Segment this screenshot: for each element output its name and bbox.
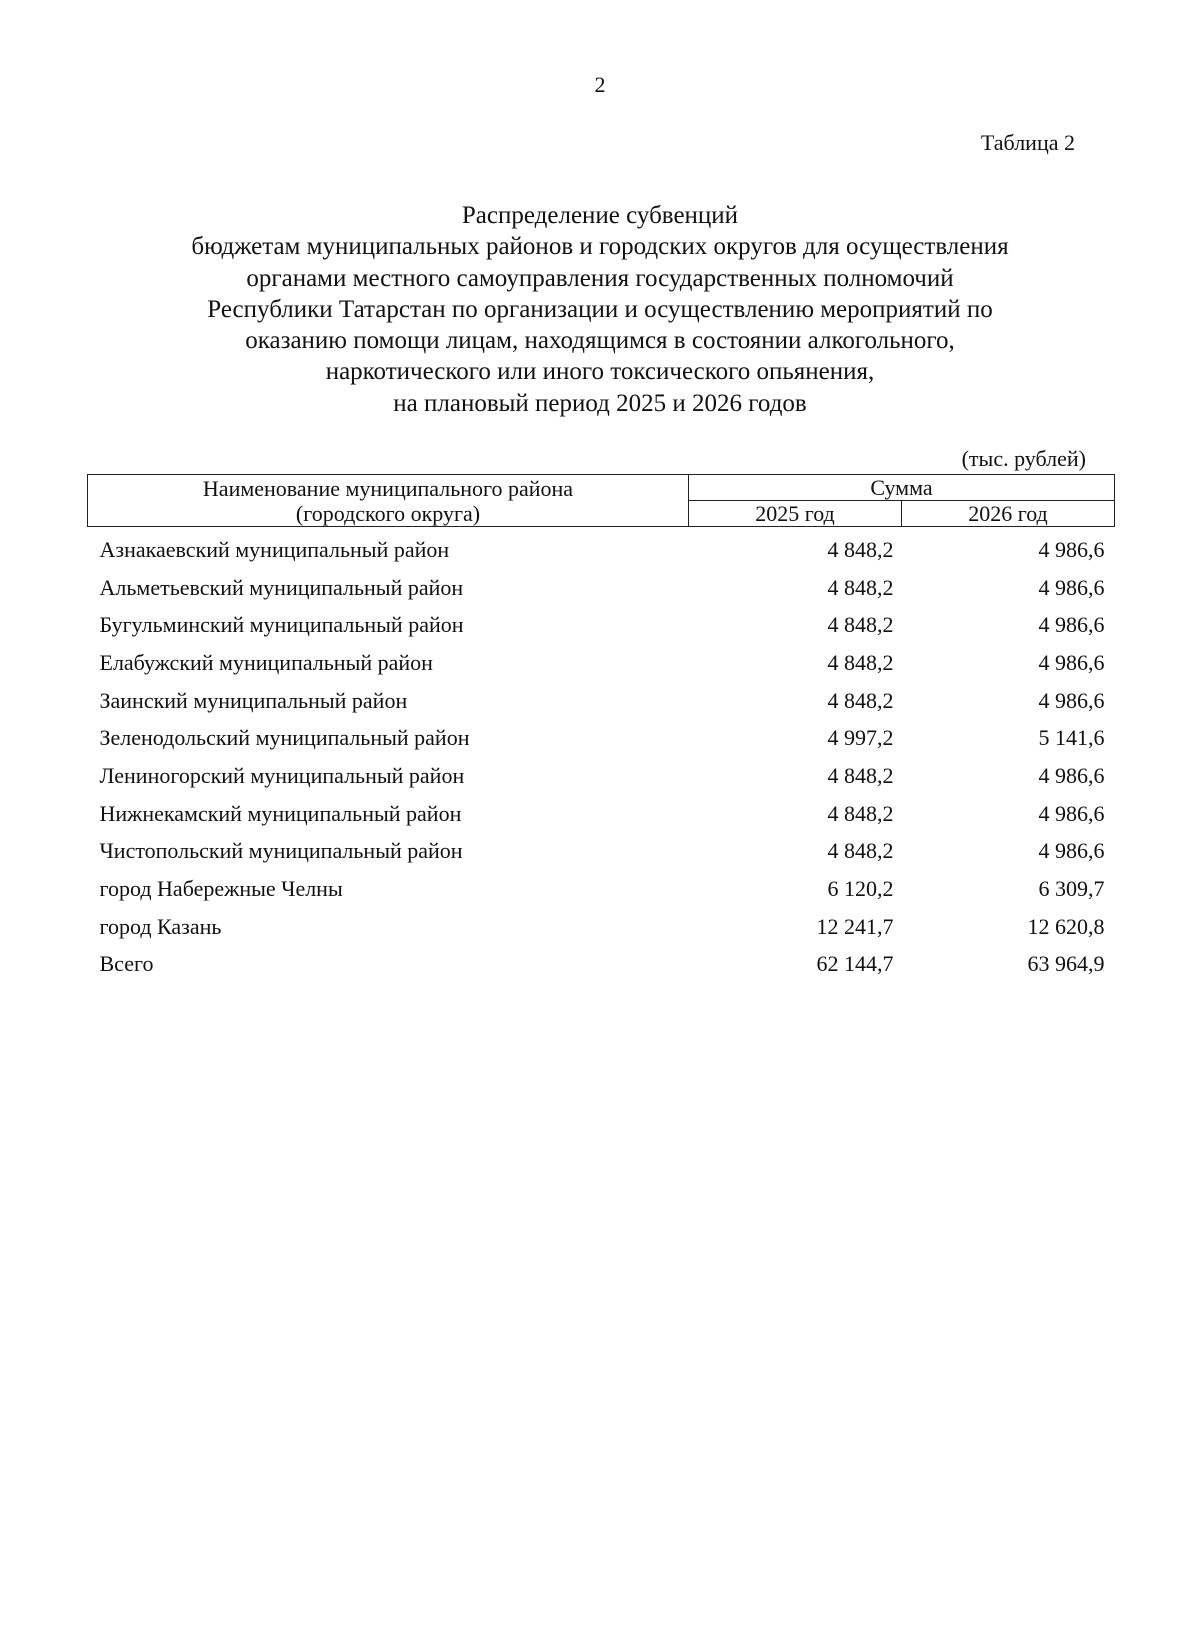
title-line: бюджетам муниципальных районов и городских округов для осуществления <box>191 233 1009 261</box>
row-name-cell: Чистопольский муниципальный район <box>99 838 463 864</box>
table-row <box>88 870 1115 908</box>
row-name-cell: Бугульминский муниципальный район <box>99 612 464 638</box>
row-2026-cell: 63 964,9 <box>1027 951 1105 977</box>
row-name-cell: Заинский муниципальный район <box>99 687 408 713</box>
row-2025-cell: 4 848,2 <box>827 612 894 638</box>
row-2025-cell: 4 997,2 <box>827 725 894 751</box>
table-row <box>88 908 1115 946</box>
row-2025-cell: 4 848,2 <box>827 649 894 675</box>
row-2026-cell: 4 986,6 <box>1038 800 1105 826</box>
row-name-cell: Зеленодольский муниципальный район <box>99 725 470 751</box>
row-2026-cell: 5 141,6 <box>1038 725 1105 751</box>
title-line: органами местного самоуправления государственных полномочий <box>246 264 954 292</box>
table-row <box>88 946 1115 984</box>
row-name-cell: Альметьевский муниципальный район <box>99 574 464 600</box>
header-name-line2: (городского округа) <box>295 500 481 526</box>
row-2025-cell: 62 144,7 <box>816 951 894 977</box>
row-2025-cell: 4 848,2 <box>827 687 894 713</box>
row-2026-cell: 4 986,6 <box>1038 838 1105 864</box>
row-name-cell: Лениногорский муниципальный район <box>99 762 465 788</box>
header-2026-cell: 2026 год <box>902 501 1115 527</box>
row-2025-cell: 4 848,2 <box>827 762 894 788</box>
row-name-cell: город Казань <box>99 913 222 939</box>
row-2025-cell: 6 120,2 <box>827 876 894 902</box>
row-2025-cell: 12 241,7 <box>816 913 894 939</box>
header-name-cell <box>88 475 689 527</box>
table-label: Таблица 2 <box>980 130 1075 155</box>
table-row <box>88 833 1115 871</box>
row-2026-cell: 4 986,6 <box>1038 536 1105 562</box>
table-row <box>88 795 1115 833</box>
document-title <box>0 200 1200 419</box>
table-row <box>88 606 1115 644</box>
table-row <box>88 682 1115 720</box>
title-line: на плановый период 2025 и 2026 годов <box>393 389 807 417</box>
header-2025-cell: 2025 год <box>689 501 902 527</box>
row-2025-cell: 4 848,2 <box>827 800 894 826</box>
table-row <box>88 527 1115 569</box>
row-name-cell: Азнакаевский муниципальный район <box>99 536 450 562</box>
row-name-cell: Всего <box>99 951 154 977</box>
title-line: Республики Татарстан по организации и осуществлению мероприятий по <box>207 295 993 323</box>
row-name-cell: Елабужский муниципальный район <box>99 649 433 675</box>
title-line: наркотического или иного токсического опьянения, <box>325 358 875 386</box>
subvention-table <box>87 474 1115 983</box>
row-2025-cell: 4 848,2 <box>827 574 894 600</box>
row-2026-cell: 4 986,6 <box>1038 762 1105 788</box>
row-2025-cell: 4 848,2 <box>827 536 894 562</box>
title-line: Распределение субвенций <box>461 202 739 229</box>
table-row <box>88 757 1115 795</box>
table-row <box>88 569 1115 607</box>
table-header <box>88 475 1115 527</box>
header-name-line1: Наименование муниципального района <box>202 475 574 501</box>
table-body <box>88 527 1115 984</box>
table-row <box>88 644 1115 682</box>
table-row <box>88 719 1115 757</box>
row-name-cell: город Набережные Челны <box>99 876 343 902</box>
units-label: (тыс. рублей) <box>961 446 1086 471</box>
row-2026-cell: 4 986,6 <box>1038 649 1105 675</box>
row-name-cell: Нижнекамский муниципальный район <box>99 800 462 826</box>
title-line: оказанию помощи лицам, находящимся в состоянии алкогольного, <box>245 327 955 355</box>
header-sum-cell: Сумма <box>689 475 1115 501</box>
page-number: 2 <box>594 72 606 97</box>
row-2026-cell: 12 620,8 <box>1027 913 1105 939</box>
row-2025-cell: 4 848,2 <box>827 838 894 864</box>
row-2026-cell: 6 309,7 <box>1038 876 1105 902</box>
row-2026-cell: 4 986,6 <box>1038 687 1105 713</box>
row-2026-cell: 4 986,6 <box>1038 612 1105 638</box>
row-2026-cell: 4 986,6 <box>1038 574 1105 600</box>
